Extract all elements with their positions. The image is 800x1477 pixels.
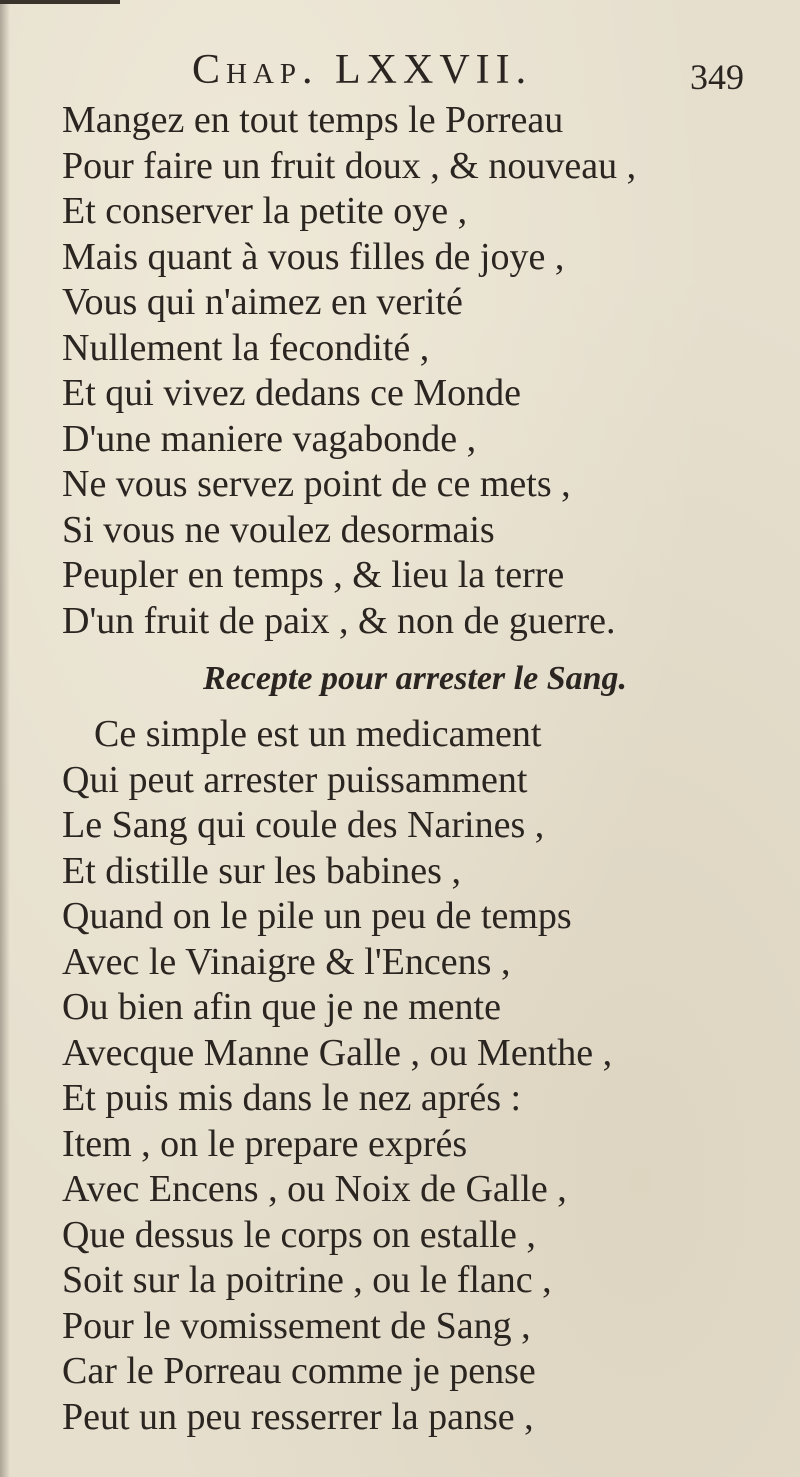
verse-line: Mangez en tout temps le Porreau xyxy=(62,99,564,141)
verse-line: Ce simple est un medicament xyxy=(94,713,542,755)
verse-line: Et distille sur les babines , xyxy=(62,849,461,892)
page-gutter-shadow xyxy=(0,0,10,1477)
verse-line: Qui peut arrester puissamment xyxy=(62,758,528,801)
verse-line: Peupler en temps , & lieu la terre xyxy=(62,554,565,596)
verse-line: Car le Porreau comme je pense xyxy=(62,1350,536,1392)
verse-line: Pour faire un fruit doux , & nouveau , xyxy=(62,144,637,187)
top-rule xyxy=(0,0,120,4)
chapter-heading: Chap. LXXVII. xyxy=(192,47,533,93)
verse-line: Nullement la fecondité , xyxy=(62,326,430,369)
verse-line: D'une maniere vagabonde , xyxy=(62,417,477,460)
verse-block-porreau xyxy=(62,98,782,644)
verse-line: Soit sur la poitrine , ou le flanc , xyxy=(62,1259,552,1301)
verse-line: Et conserver la petite oye , xyxy=(62,190,468,232)
verse-line: Avec le Vinaigre & l'Encens , xyxy=(62,940,511,983)
verse-line: Le Sang qui coule des Narines , xyxy=(62,804,545,846)
verse-line: Avec Encens , ou Noix de Galle , xyxy=(62,1168,567,1210)
verse-line: Et qui vivez dedans ce Monde xyxy=(62,372,522,414)
verse-line: Pour le vomissement de Sang , xyxy=(62,1304,531,1347)
verse-line: Et puis mis dans le nez aprés : xyxy=(62,1077,522,1119)
recipe-title-text: Recepte pour arrester le Sang. xyxy=(202,660,628,697)
verse-line: Vous qui n'aimez en verité xyxy=(62,281,463,323)
verse-line: Ne vous servez point de ce mets , xyxy=(62,463,571,505)
verse-line: Si vous ne voulez desormais xyxy=(62,508,495,551)
verse-line: Que dessus le corps on estalle , xyxy=(62,1213,536,1256)
verse-line: Mais quant à vous filles de joye , xyxy=(62,235,565,278)
page-number: 349 xyxy=(690,57,744,97)
recipe-title xyxy=(0,660,800,698)
verse-line: D'un fruit de paix , & non de guerre. xyxy=(62,599,616,642)
verse-line: Quand on le pile un peu de temps xyxy=(62,895,572,937)
verse-line: Avecque Manne Galle , ou Menthe , xyxy=(62,1031,613,1074)
verse-line: Peut un peu resserrer la panse , xyxy=(62,1395,534,1438)
verse-line: Ou bien afin que je ne mente xyxy=(62,986,501,1028)
verse-line: Item , on le prepare exprés xyxy=(62,1122,468,1165)
verse-block-recepte xyxy=(62,712,782,1440)
